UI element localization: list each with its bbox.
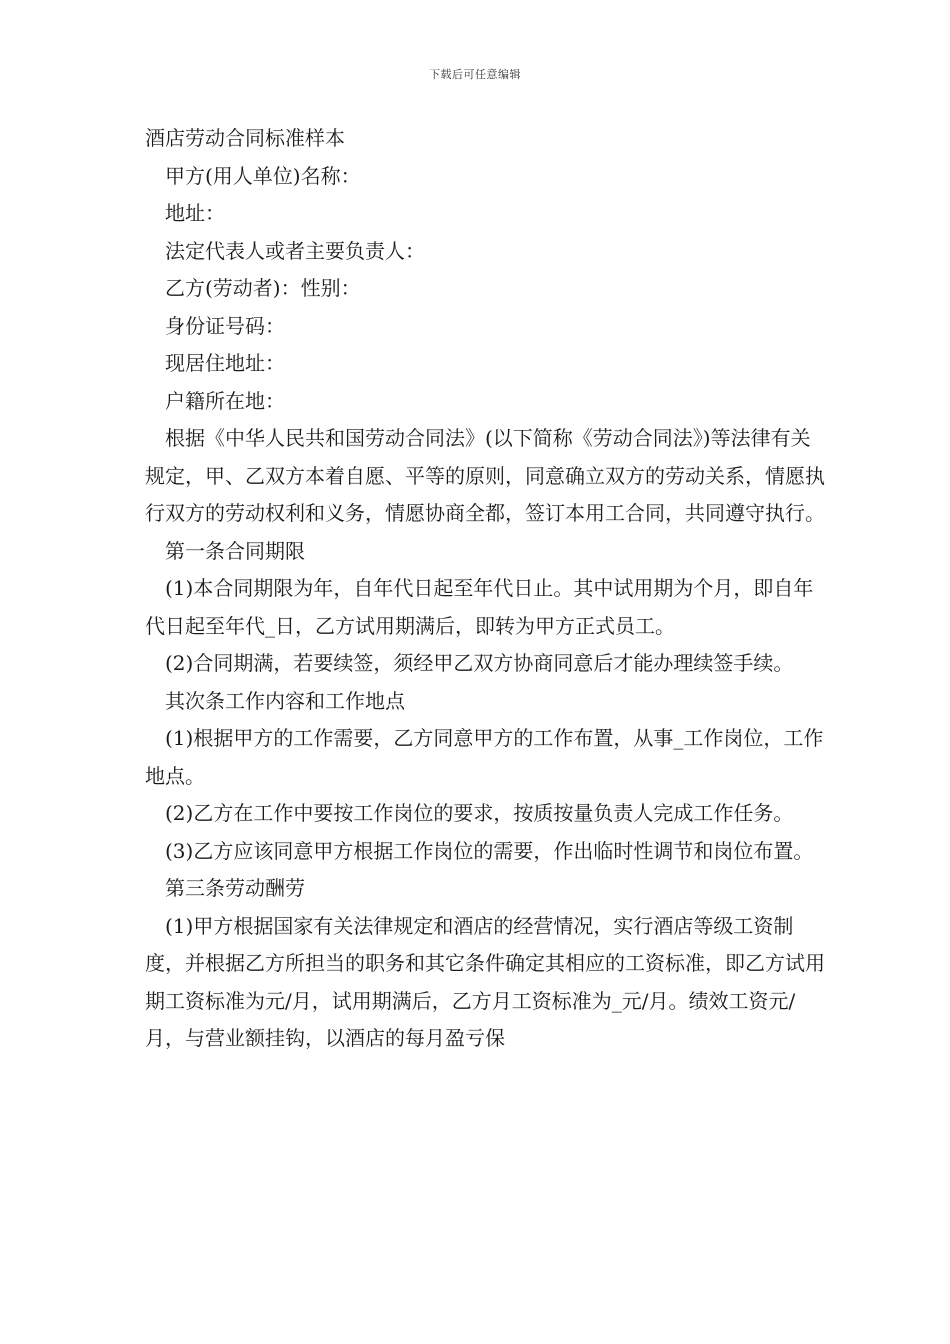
article-2-clause-1: (1)根据甲方的工作需要，乙方同意甲方的工作布置，从事_工作岗位，工作地点。 [145,726,824,788]
article-1-clause-1: (1)本合同期限为年，自年代日起至年代日止。其中试用期为个月，即自年代日起至年代_日，乙方试用期满后，即转为甲方正式员工。 [145,576,814,638]
legal-representative: 法定代表人或者主要负责人： [165,238,425,263]
article-1-heading: 第一条合同期限 [165,538,305,563]
article-2-heading: 其次条工作内容和工作地点 [165,688,405,713]
household-registration: 户籍所在地： [165,388,285,413]
party-b-gender: 乙方(劳动者)：性别： [165,276,361,300]
article-1-clause-2: (2)合同期满，若要续签，须经甲乙双方协商同意后才能办理续签手续。 [165,651,794,675]
article-2-clause-2: (2)乙方在工作中要按工作岗位的要求，按质按量负责人完成工作任务。 [165,801,794,825]
document-body [145,120,827,1058]
party-a-name: 甲方(用人单位)名称： [165,163,361,188]
article-3-clause-1: (1)甲方根据国家有关法律规定和酒店的经营情况，实行酒店等级工资制度，并根据乙方所担当的职务和其它条件确定其相应的工资标准，即乙方试用期工资标准为元/月，试用期满后，乙方月工资标准为_元/月。绩效工资元/月，与营业额挂钩，以酒店的每月盈亏保 [145,913,825,1050]
party-a-address: 地址： [165,201,225,225]
current-address: 现居住地址： [165,351,285,375]
header-note: 下载后可任意编辑 [429,68,521,81]
article-2-clause-3: (3)乙方应该同意甲方根据工作岗位的需要，作出临时性调节和岗位布置。 [165,838,814,863]
preamble-paragraph: 根据《中华人民共和国劳动合同法》(以下简称《劳动合同法》)等法律有关规定，甲、乙双方本着自愿、平等的原则，同意确立双方的劳动关系，情愿执行双方的劳动权利和义务，情愿协商全都，签订本用工合同，共同遵守执行。 [145,426,825,525]
article-3-heading: 第三条劳动酬劳 [165,876,305,900]
id-number: 身份证号码： [165,313,285,338]
document-title: 酒店劳动合同标准样本 [145,126,345,150]
